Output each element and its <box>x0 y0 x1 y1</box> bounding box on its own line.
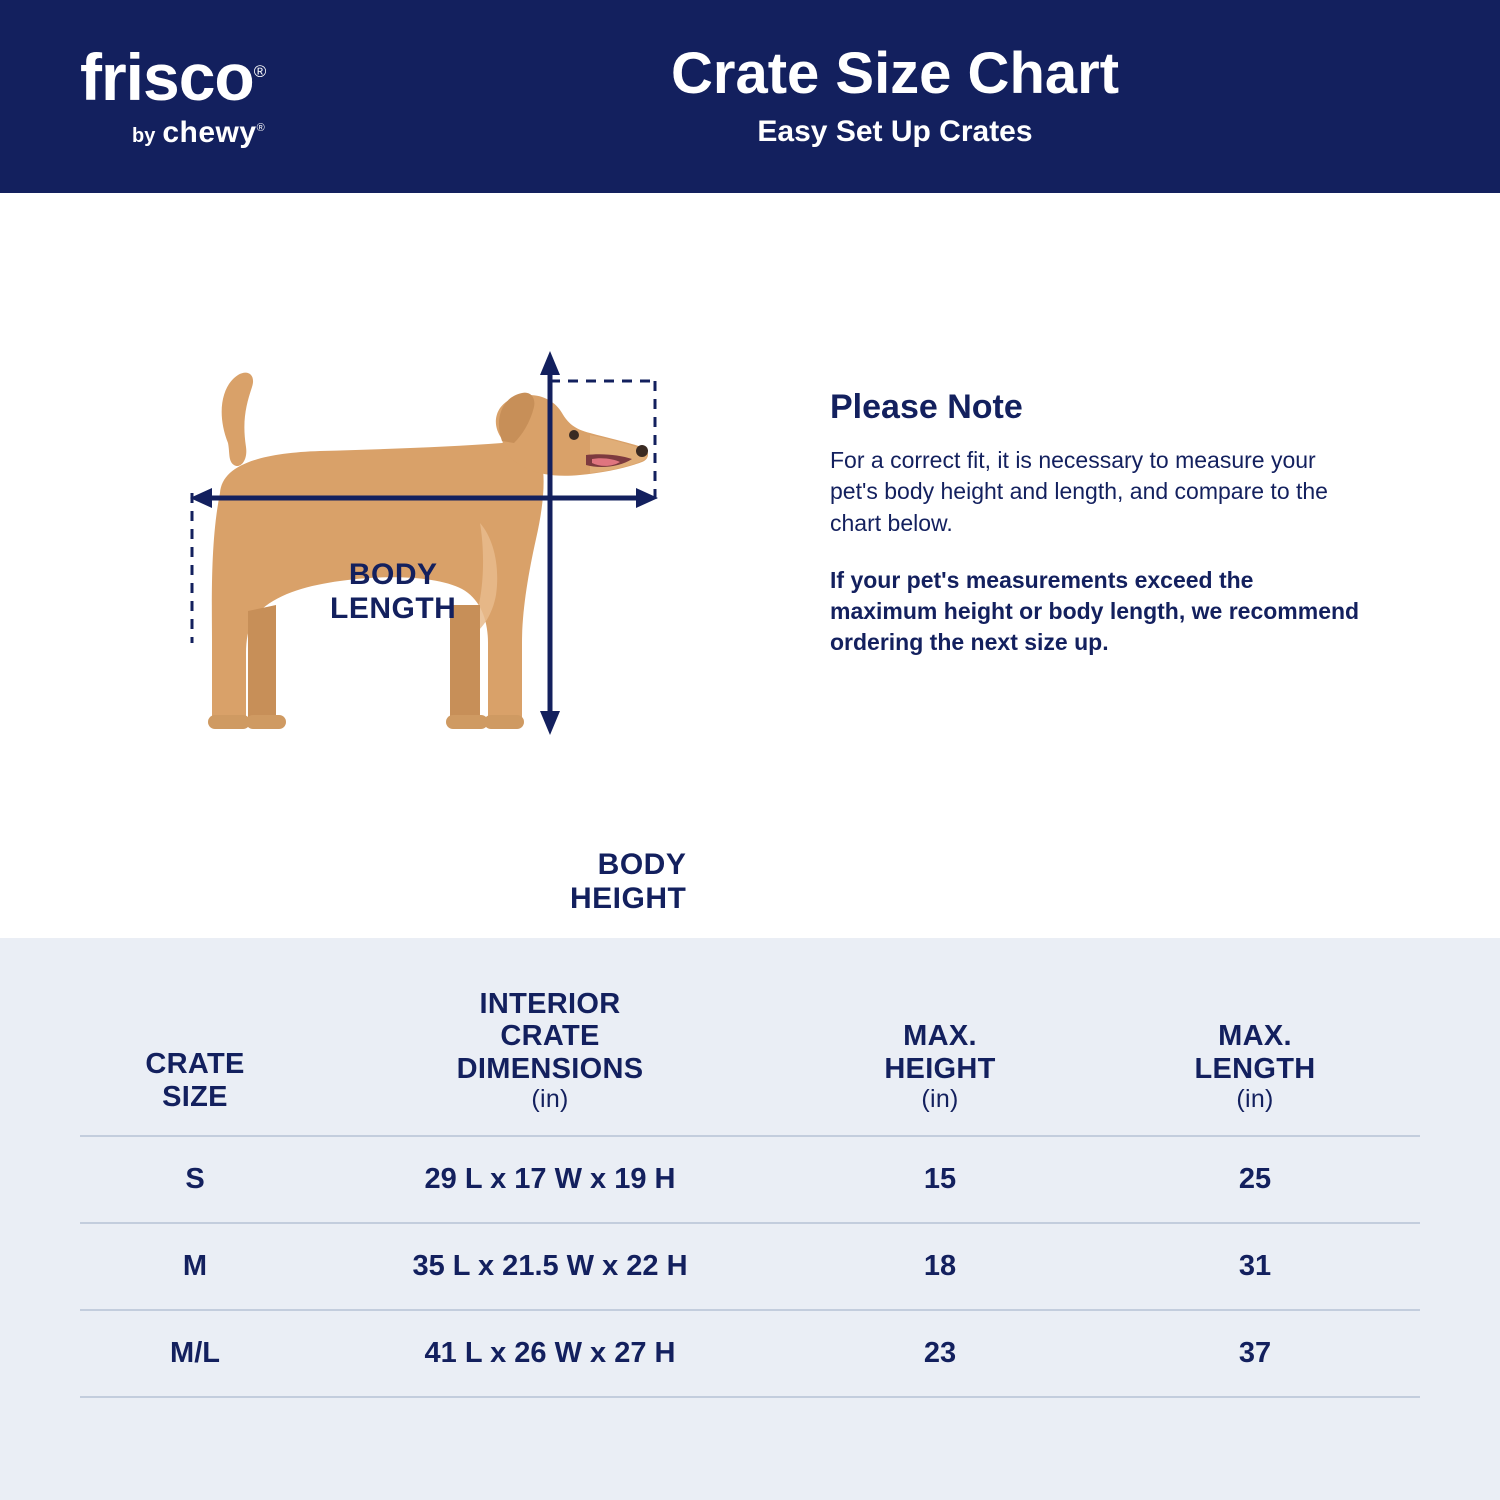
dog-illustration <box>208 373 648 729</box>
size-table-section <box>0 938 1500 1500</box>
header-title-block <box>290 41 1500 149</box>
column-header-interior-dimensions <box>310 978 790 1136</box>
col-dims-line1: INTERIOR <box>479 988 621 1020</box>
body-length-label-line1: BODY <box>348 558 438 591</box>
col-dims-line2: CRATE <box>500 1020 600 1053</box>
body-height-label <box>570 848 686 915</box>
dog-measurement-illustration <box>150 343 750 915</box>
logo-byline <box>80 116 265 150</box>
logo-wordmark <box>80 39 266 114</box>
cell-crate-size: M <box>80 1223 310 1310</box>
crate-size-table <box>80 978 1420 1398</box>
cell-max-length: 31 <box>1090 1223 1420 1310</box>
body-length-label <box>330 558 456 625</box>
cell-max-height: 15 <box>790 1136 1090 1223</box>
cell-crate-size: S <box>80 1136 310 1223</box>
page-subtitle: Easy Set Up Crates <box>757 114 1033 148</box>
page-header <box>0 0 1500 193</box>
page-title: Crate Size Chart <box>670 41 1120 107</box>
logo-chewy-registered-mark: ® <box>256 121 266 134</box>
logo-registered-mark: ® <box>253 61 266 81</box>
col-max-length-unit: (in) <box>1236 1085 1274 1114</box>
col-crate-size-line1: CRATE <box>145 1048 245 1081</box>
col-max-height-unit: (in) <box>921 1085 959 1114</box>
logo-frisco-text: frisco <box>80 39 254 114</box>
table-header-row <box>80 978 1420 1136</box>
col-crate-size-line2: SIZE <box>162 1080 228 1113</box>
column-header-max-height <box>790 978 1090 1136</box>
column-header-crate-size <box>80 978 310 1136</box>
middle-section <box>0 193 1500 938</box>
cell-dimensions: 35 L x 21.5 W x 22 H <box>310 1223 790 1310</box>
cell-dimensions: 41 L x 26 W x 27 H <box>310 1310 790 1397</box>
logo-chewy-word: chewy <box>162 115 257 149</box>
cell-max-height: 23 <box>790 1310 1090 1397</box>
col-dims-line3: DIMENSIONS <box>456 1052 644 1085</box>
please-note-paragraph-2: If your pet's measurements exceed the maximum height or body length, we recommend ordering the next size up. <box>830 566 1360 656</box>
please-note-paragraph-1: For a correct fit, it is necessary to measure your pet's body height and length, and compare to the chart below. <box>830 447 1328 536</box>
body-height-label-line2: HEIGHT <box>570 881 687 915</box>
logo-by-text: by <box>132 124 156 147</box>
col-dims-unit: (in) <box>531 1085 569 1114</box>
cell-dimensions: 29 L x 17 W x 19 H <box>310 1136 790 1223</box>
body-height-label-line1: BODY <box>597 848 687 881</box>
col-max-height-line1: MAX. <box>903 1020 977 1053</box>
col-max-length-line1: MAX. <box>1218 1020 1292 1053</box>
please-note-panel <box>830 388 1360 659</box>
cell-max-length: 25 <box>1090 1136 1420 1223</box>
column-header-max-length <box>1090 978 1420 1136</box>
col-max-length-line2: LENGTH <box>1194 1052 1316 1085</box>
table-row <box>80 1223 1420 1310</box>
cell-crate-size: M/L <box>80 1310 310 1397</box>
table-row <box>80 1310 1420 1397</box>
please-note-title: Please Note <box>830 388 1023 426</box>
table-row <box>80 1136 1420 1223</box>
body-length-label-line2: LENGTH <box>330 591 457 625</box>
cell-max-height: 18 <box>790 1223 1090 1310</box>
cell-max-length: 37 <box>1090 1310 1420 1397</box>
logo-chewy-text <box>162 116 265 150</box>
col-max-height-line2: HEIGHT <box>884 1052 996 1085</box>
